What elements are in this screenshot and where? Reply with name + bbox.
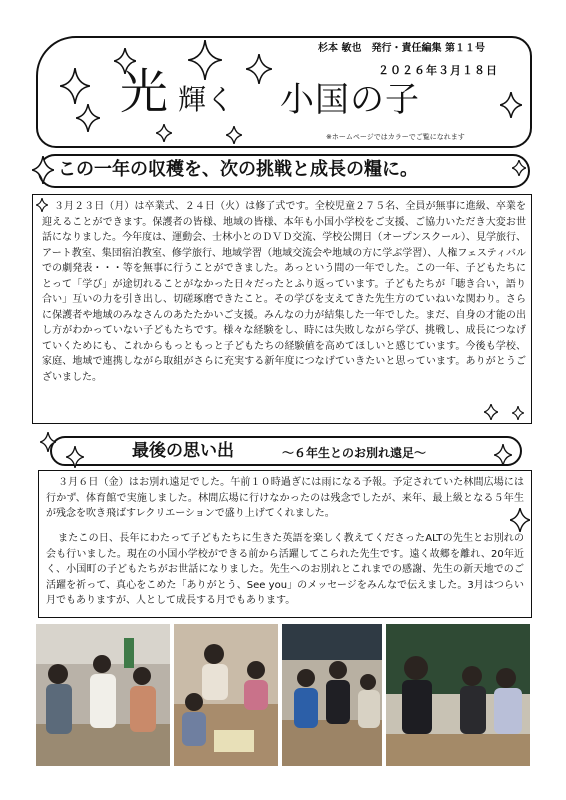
sparkle-icon [32, 156, 54, 184]
issue-date: ２０２６年３月１８日 [378, 64, 498, 77]
sparkle-icon [226, 126, 242, 144]
section2-body-2: またこの日、長年にわたって子どもたちに生きた英語を楽しく教えてくださったALTの先生とお別れの会も行いました。現在の小国小学校ができる前から活躍してこられた先生です。遠く故郷を離れ、20年近く、小国町の子どもたちがお世話になりました。先生へのお別れとこれまでの感謝、先生の新天地でのご活躍を祈って、真心をこめた「ありがとう、See you」のメッセージをみんなで伝えました。3月はつらい月でもありますが、人として成長する月でもあります。 [46, 533, 524, 606]
masthead-title-mid: 輝く [178, 83, 235, 116]
sparkle-icon [512, 406, 524, 420]
photo-floor-game [174, 624, 278, 766]
sparkle-icon [60, 68, 90, 104]
section2-headline: 最後の思い出 [132, 441, 234, 461]
section2-body-1: ３月６日（金）はお別れ遠足でした。午前１０時過ぎには雨になる予報。予定されていた林間広場には行かず、体育館で実施しました。林間広場に行けなかったのは残念でしたが、来年、最上級となる５年生が残念を吹き飛ばすレクリエーションで盛り上げてくれました。 [46, 477, 524, 519]
section1-body: ３月２３日（月）は卒業式、２４日（火）は修了式です。全校児童２７５名、全員が無事に進級、卒業を迎えることができます。保護者の皆様、地域の皆様、本年も小国小学校をご支援、ご協力いただき大変お世話になりました。今年度は、運動会、士林小とのＤＶＤ交流、学校公開日（オープンスクール）、見学旅行、アート教室、集団宿泊教室、修学旅行、地域学習（地域交流会や地域の方に学ぶ学習）、人権フェスティバルでの劇発表・・・等を無事に行うことができました。あっという間の一年でした。この一年、子どもたちにとって「学び」が途切れることがなかった日々だったとふり返っています。子どもたちが「聴き合い，語り合い」互いの力を引き出し、切磋琢磨できたこと。その学びを支えてきた先生方のていねいな関わり。さらに保護者や地域のみなさんのあたたかいご支援。みんなの力が結集した一年でした。まだ、自身の才能の出し方がわかっていない子どもたちです。様々な経験をし、時には失敗しながら学び、挑戦し、成長につなげていくためにも、これからもっともっと子どもたちの経験値を高めてほしいと感じています。今後も学校、家庭、地域で連携しながら取組がさらに充実する新年度につなげていきたいと思っています。ありがとうございました。 [42, 201, 526, 383]
sparkle-icon [40, 432, 56, 452]
color-note: ※ホームページではカラーでご覧になれます [326, 133, 465, 141]
masthead-title-sub: 小国の子 [280, 80, 420, 120]
section2-subheadline: ～６年生とのお別れ遠足～ [282, 446, 427, 460]
sparkle-icon [156, 124, 172, 142]
sparkle-icon [76, 104, 100, 132]
sparkle-icon [510, 508, 530, 532]
sparkle-icon [66, 446, 84, 468]
sparkle-icon [188, 40, 222, 80]
photo-alt-farewell [386, 624, 530, 766]
sparkle-icon [114, 48, 136, 74]
sparkle-icon [512, 160, 526, 176]
sparkle-icon [494, 444, 512, 466]
photo-gym-activity [36, 624, 170, 766]
section1-headline: この一年の収穫を、次の挑戦と成長の糧に。 [58, 159, 418, 180]
publisher-line: 杉本 敏也 発行・責任編集 第１１号 [318, 43, 485, 54]
masthead-title-main: 光 [120, 64, 169, 120]
photo-group-game [282, 624, 382, 766]
sparkle-icon [500, 92, 522, 118]
sparkle-icon [246, 54, 272, 84]
sparkle-icon [484, 404, 498, 420]
